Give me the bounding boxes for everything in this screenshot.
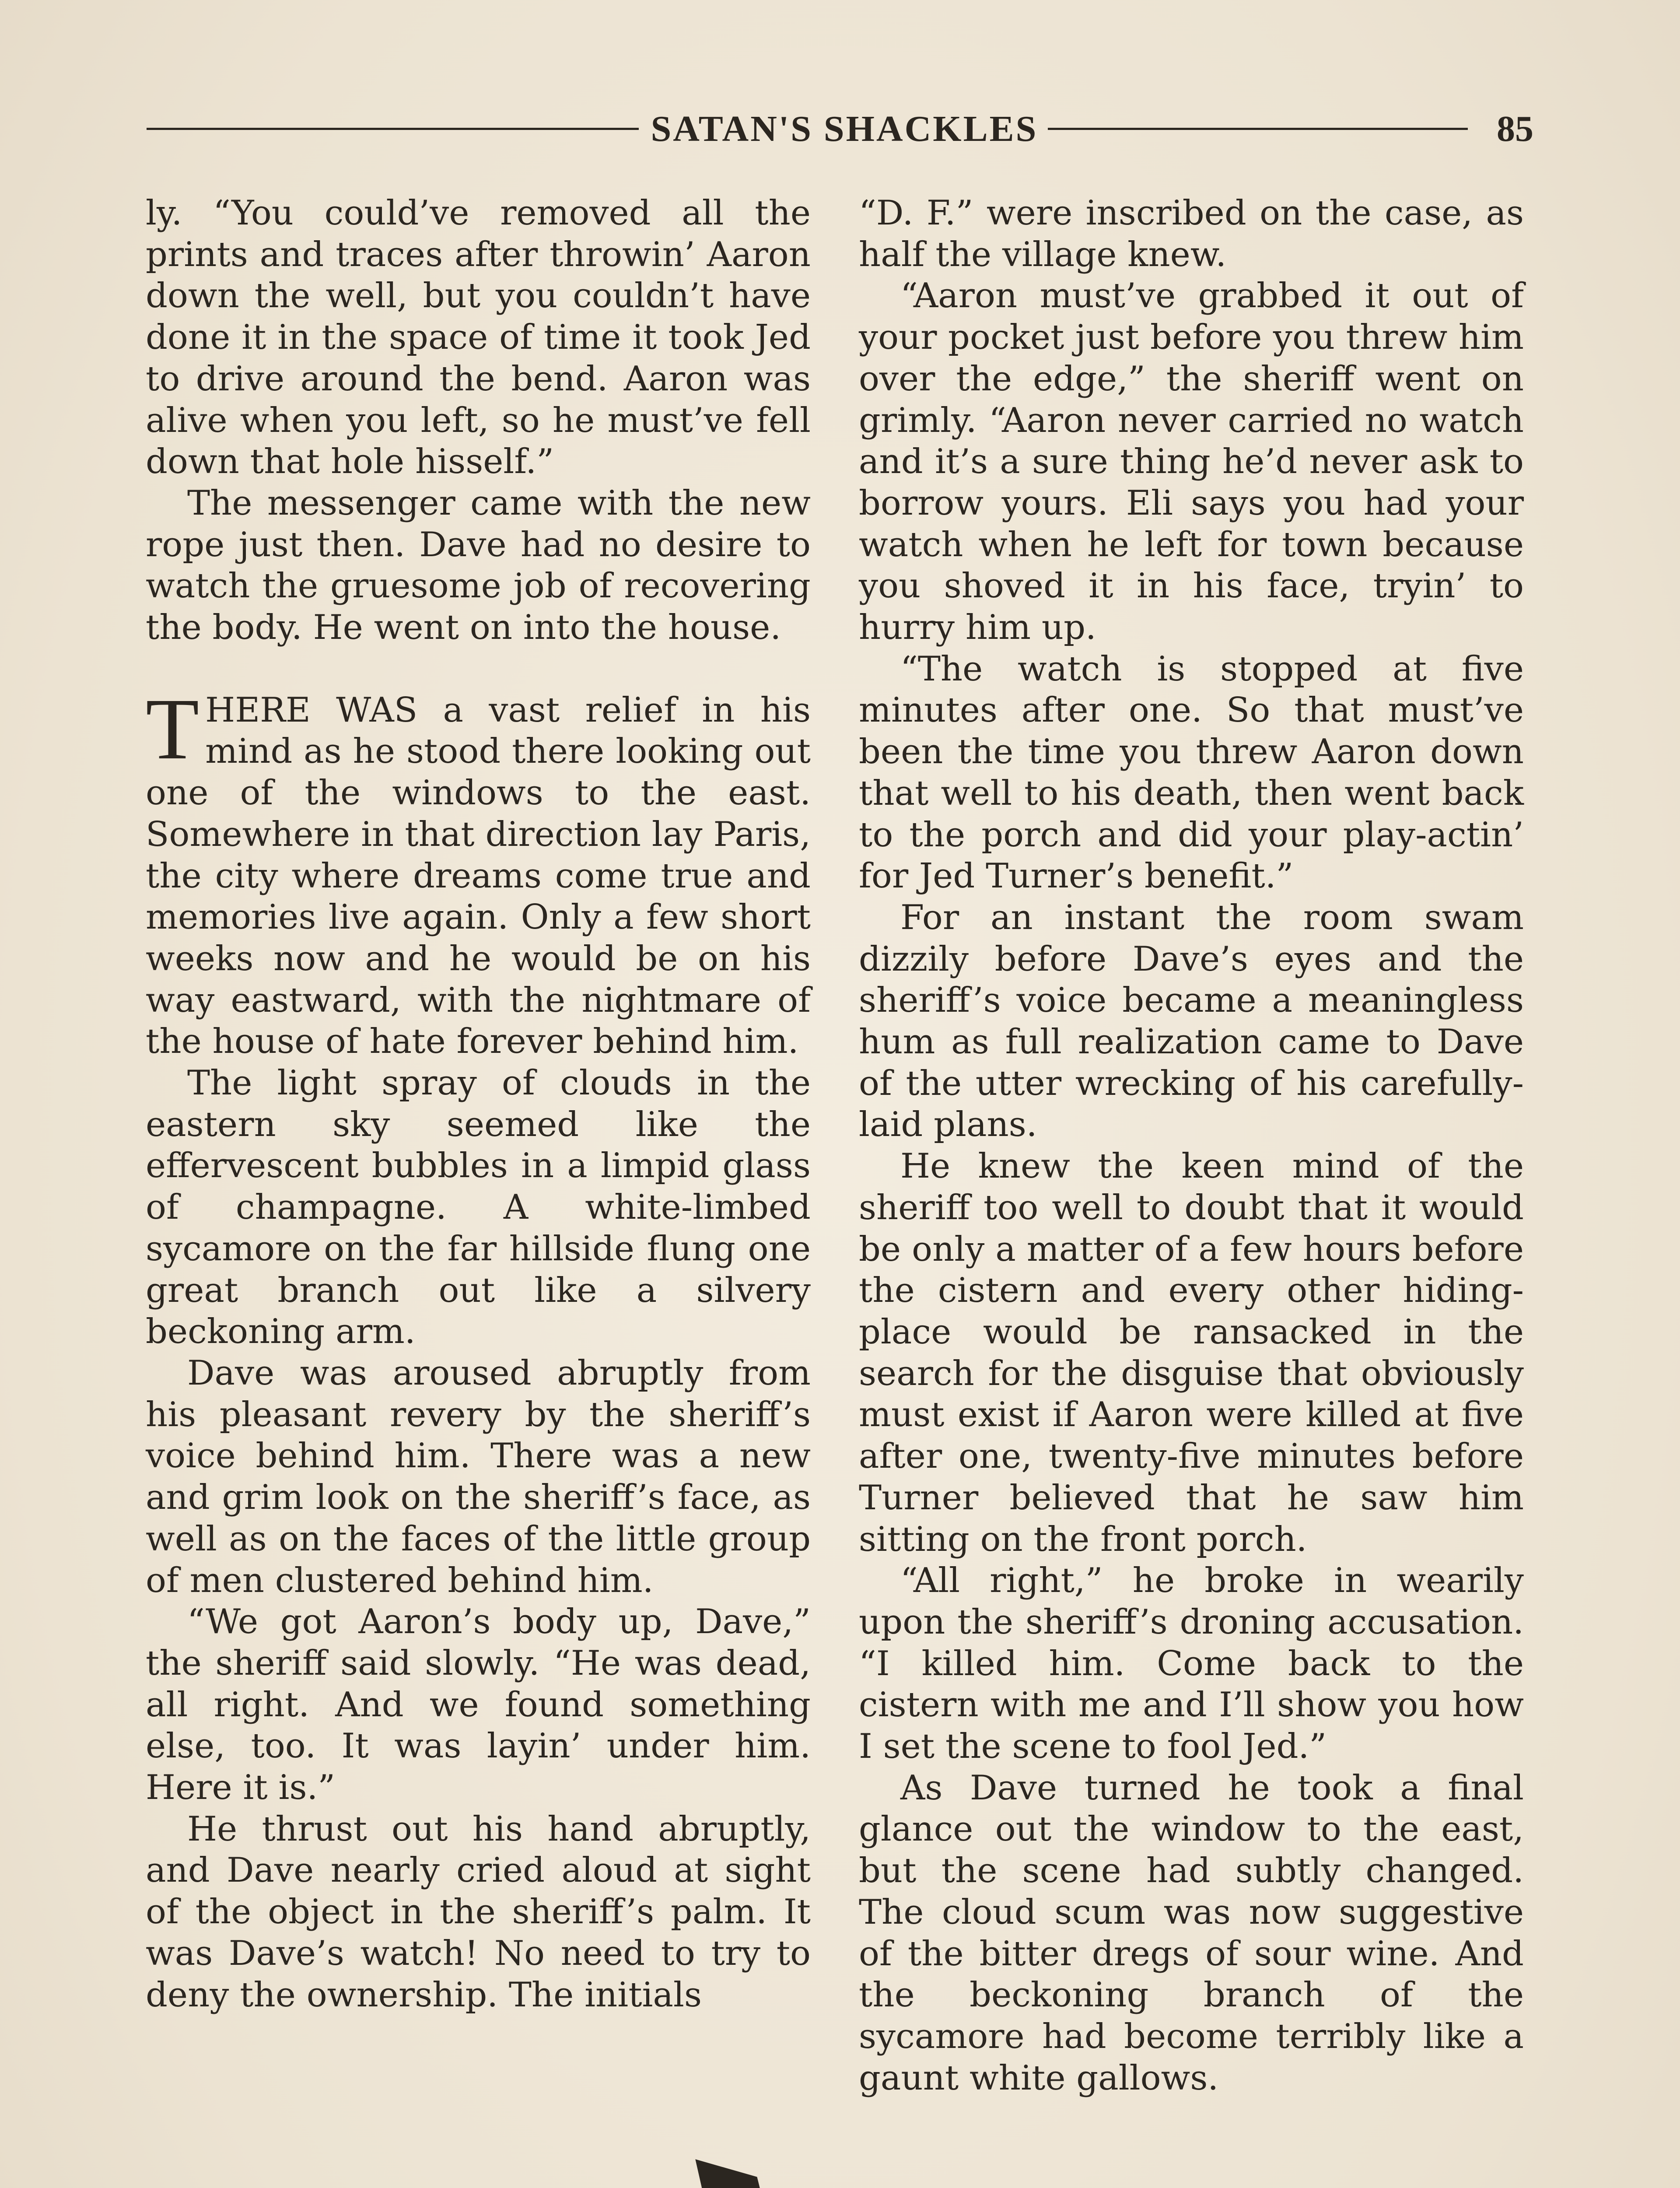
right-column [859, 193, 1524, 2099]
paragraph: “All right,” he broke in wearily upon the sheriff’s droning accusation. “I killed him. Come back to the cistern with me and I’ll show you how I set the scene to fool Jed.” [859, 1561, 1524, 1767]
paragraph: As Dave turned he took a final glance out the window to the east, but the scene had subtly changed. The cloud scum was now suggestive of the bitter dregs of sour wine. And the beckoning branch of the sycamore had become terribly like a gaunt white gallows. [859, 1768, 1524, 2098]
page-number: 85 [1497, 109, 1533, 149]
paragraph: “We got Aaron’s body up, Dave,” the sheriff said slowly. “He was dead, all right. And we found something else, too. It was layin’ under him. Here it is.” [146, 1602, 811, 1808]
paragraph: ly. “You could’ve removed all the prints and traces after throwin’ Aaron down the well, but you couldn’t have done it in the space of time it took Jed to drive around the bend. Aaron was alive when you left, so he must’ve fell down that hole hisself.” [146, 193, 811, 482]
drop-cap: T [146, 680, 200, 778]
paragraph: For an instant the room swam dizzily before Dave’s eyes and the sheriff’s voice became a meaningless hum as full realization came to Dave of the utter wrecking of his carefully-laid plans. [859, 898, 1524, 1145]
header-rule-right [1048, 128, 1468, 130]
paragraph: He knew the keen mind of the sheriff too well to doubt that it would be only a matter of a few hours before the cistern and every other hiding-place would be ransacked in the search for the disguise that obviously must exist if Aaron were killed at five after one, twenty-five minutes before Turner believed that he saw him sitting on the front porch. [859, 1147, 1524, 1559]
paragraph-text: HERE WAS a vast relief in his mind as he stood there looking out one of the windows to the east. Somewhere in that direction lay Paris, the city where dreams come true and memories live again. Only a few short weeks now and he would be on his way eastward, with the nightmare of the house of hate forever behind him. [146, 690, 811, 1062]
paragraph: The light spray of clouds in the eastern sky seemed like the effervescent bubbles in a limpid glass of champagne. A white-limbed sycamore on the far hillside flung one great branch out like a silvery beckoning arm. [146, 1063, 811, 1352]
story-title: SATAN'S SHACKLES [651, 109, 1038, 149]
running-header [147, 105, 1533, 153]
paragraph: “Aaron must’ve grabbed it out of your pocket just before you threw him over the edge,” the sheriff went on grimly. “Aaron never carried no watch and it’s a sure thing he’d never ask to borrow yours. Eli says you had your watch when he left for town because you shoved it in his face, tryin’ to hurry him up. [859, 276, 1524, 648]
paragraph: “The watch is stopped at five minutes after one. So that must’ve been the time you threw Aaron down that well to his death, then went back to the porch and did your play-actin’ for Jed Turner’s benefit.” [859, 649, 1524, 896]
paragraph: “D. F.” were inscribed on the case, as half the village knew. [859, 193, 1524, 274]
paragraph: Dave was aroused abruptly from his pleasant revery by the sheriff’s voice behind him. There was a new and grim look on the sheriff’s face, as well as on the faces of the little group of men clustered behind him. [146, 1353, 811, 1600]
left-column [146, 193, 811, 2016]
handcuffed-hand-icon [691, 2151, 971, 2188]
paragraph: He thrust out his hand abruptly, and Dave nearly cried aloud at sight of the object in the sheriff’s palm. It was Dave’s watch! No need to try to deny the ownership. The initials [146, 1809, 811, 2015]
header-rule-left [147, 128, 639, 130]
paragraph: The messenger came with the new rope just then. Dave had no desire to watch the gruesome job of recovering the body. He went on into the house. [146, 483, 811, 648]
section-opening-paragraph [146, 680, 811, 1062]
